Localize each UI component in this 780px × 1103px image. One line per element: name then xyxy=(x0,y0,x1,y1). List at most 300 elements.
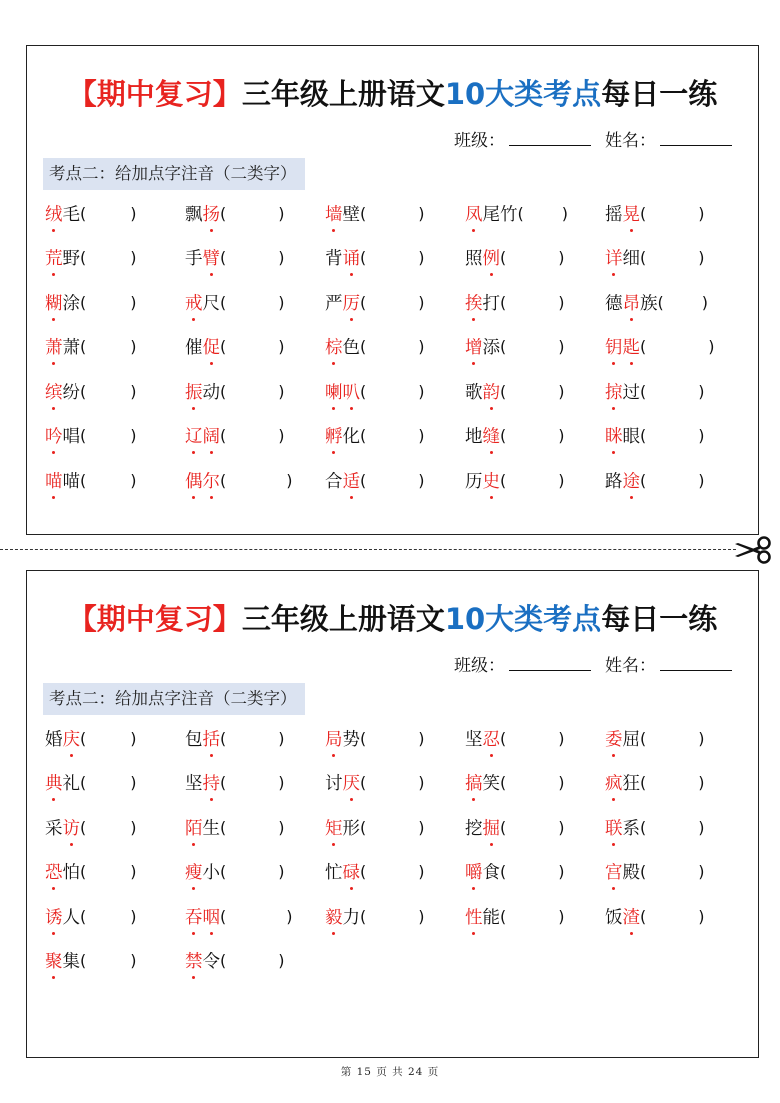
word-char: 飘 xyxy=(185,204,203,225)
word-item xyxy=(465,721,605,755)
word-char: 挖 xyxy=(465,818,483,839)
answer-paren-close: ) xyxy=(278,426,285,445)
dotted-char: 委 xyxy=(605,726,623,751)
answer-paren-open: ( xyxy=(640,773,647,792)
word-item xyxy=(325,810,465,844)
word-char: 坚 xyxy=(185,774,203,794)
word-item xyxy=(605,196,745,230)
answer-paren-open: ( xyxy=(80,470,87,490)
answer-paren-close: ) xyxy=(130,203,137,223)
answer-paren-open: ( xyxy=(80,862,87,881)
word-item xyxy=(185,721,325,755)
answer-paren-open: ( xyxy=(360,203,367,223)
answer-paren-close: ) xyxy=(130,728,137,748)
word-char: 唱 xyxy=(62,427,80,447)
word-char: 背 xyxy=(325,249,343,269)
dotted-char: 喇 xyxy=(325,379,343,404)
word-char: 怕 xyxy=(62,863,80,883)
answer-paren-open: ( xyxy=(80,292,87,312)
word-item xyxy=(605,855,745,889)
word-item xyxy=(45,463,185,497)
answer-paren-open: ( xyxy=(80,728,87,748)
answer-paren-close: ) xyxy=(418,862,425,881)
word-item xyxy=(45,810,185,844)
dotted-char: 宫 xyxy=(605,859,623,884)
answer-paren-close: ) xyxy=(278,337,285,356)
word-char: 笑 xyxy=(482,774,500,794)
word-item xyxy=(185,419,325,453)
title-daily: 每日一练 xyxy=(601,77,718,111)
answer-paren-open: ( xyxy=(360,862,367,881)
word-item xyxy=(605,810,745,844)
dotted-char: 糊 xyxy=(45,290,63,315)
word-item xyxy=(325,285,465,319)
answer-paren-close: ) xyxy=(558,817,565,837)
answer-paren-open: ( xyxy=(220,292,227,312)
dotted-char: 适 xyxy=(343,468,361,493)
word-char: 人 xyxy=(62,907,80,928)
answer-paren-close: ) xyxy=(698,381,705,401)
exercise-grid xyxy=(45,196,745,508)
word-char: 打 xyxy=(482,293,500,314)
word-item xyxy=(465,285,605,319)
answer-paren-close: ) xyxy=(418,292,425,312)
answer-paren-open: ( xyxy=(360,381,367,401)
dotted-char: 棕 xyxy=(325,334,343,359)
word-char: 忙 xyxy=(325,863,343,883)
word-char: 野 xyxy=(62,249,80,269)
dotted-char: 昂 xyxy=(623,290,641,315)
word-char: 过 xyxy=(622,382,640,403)
answer-paren-close: ) xyxy=(130,951,137,970)
answer-paren-close: ) xyxy=(558,337,565,356)
word-item xyxy=(605,899,745,933)
answer-paren-close: ) xyxy=(278,951,285,970)
word-item xyxy=(605,463,745,497)
dotted-char: 忍 xyxy=(483,726,501,751)
dotted-char: 详 xyxy=(605,245,623,270)
word-item xyxy=(325,330,465,364)
word-item xyxy=(605,241,745,275)
word-item xyxy=(45,330,185,364)
answer-paren-open: ( xyxy=(360,337,367,356)
word-char: 集 xyxy=(62,952,80,972)
word-char: 历 xyxy=(465,471,483,492)
dotted-char: 诱 xyxy=(45,904,63,929)
class-field[interactable] xyxy=(509,127,591,146)
word-char: 细 xyxy=(622,249,640,269)
answer-paren-open: ( xyxy=(640,470,647,490)
worksheet-title xyxy=(27,597,758,638)
answer-paren-open: ( xyxy=(80,817,87,837)
answer-paren-close: ) xyxy=(698,728,705,748)
answer-paren-close: ) xyxy=(130,248,137,267)
word-char: 照 xyxy=(465,249,483,269)
word-char: 路 xyxy=(605,471,623,492)
answer-paren-close: ) xyxy=(278,381,285,401)
answer-paren-close: ) xyxy=(558,470,565,490)
answer-paren-open: ( xyxy=(640,248,647,267)
answer-paren-close: ) xyxy=(278,817,285,837)
word-item xyxy=(465,419,605,453)
dotted-char: 阔 xyxy=(203,423,221,448)
answer-paren-open: ( xyxy=(80,337,87,356)
word-item xyxy=(45,374,185,408)
answer-paren-close: ) xyxy=(278,292,285,312)
answer-paren-close: ) xyxy=(701,292,708,312)
answer-paren-open: ( xyxy=(80,773,87,792)
word-char: 狂 xyxy=(622,774,640,794)
answer-paren-open: ( xyxy=(500,381,507,401)
title-tag: 【期中复习】 xyxy=(67,602,242,636)
dotted-char: 墙 xyxy=(325,201,343,226)
answer-paren-close: ) xyxy=(418,728,425,748)
answer-paren-close: ) xyxy=(418,470,425,490)
word-item xyxy=(45,196,185,230)
dotted-char: 持 xyxy=(203,770,221,795)
dotted-char: 钥 xyxy=(605,334,623,359)
word-char: 形 xyxy=(342,818,360,839)
answer-paren-open: ( xyxy=(500,337,507,356)
word-char: 合 xyxy=(325,471,343,492)
answer-paren-open: ( xyxy=(500,292,507,312)
answer-paren-open: ( xyxy=(360,470,367,490)
answer-paren-open: ( xyxy=(500,426,507,445)
answer-paren-close: ) xyxy=(418,381,425,401)
word-item xyxy=(45,419,185,453)
answer-paren-open: ( xyxy=(80,248,87,267)
answer-paren-open: ( xyxy=(80,381,87,401)
answer-paren-close: ) xyxy=(418,248,425,267)
dotted-char: 眯 xyxy=(605,423,623,448)
word-char: 讨 xyxy=(325,774,343,794)
answer-paren-open: ( xyxy=(500,728,507,748)
dotted-char: 晃 xyxy=(623,201,641,226)
word-item xyxy=(45,766,185,800)
answer-paren-close: ) xyxy=(561,203,568,223)
answer-paren-open: ( xyxy=(80,426,87,445)
dotted-char: 叭 xyxy=(343,379,361,404)
dotted-char: 庆 xyxy=(63,726,81,751)
answer-paren-open: ( xyxy=(500,862,507,881)
word-item xyxy=(325,196,465,230)
answer-paren-open: ( xyxy=(360,773,367,792)
answer-paren-open: ( xyxy=(640,381,647,401)
word-item xyxy=(465,899,605,933)
word-item xyxy=(185,241,325,275)
dotted-char: 搞 xyxy=(465,770,483,795)
answer-paren-close: ) xyxy=(278,773,285,792)
word-item xyxy=(325,374,465,408)
word-char: 礼 xyxy=(62,774,80,794)
word-char: 地 xyxy=(465,427,483,447)
word-item xyxy=(185,463,325,497)
answer-paren-open: ( xyxy=(517,203,524,223)
answer-paren-open: ( xyxy=(360,817,367,837)
dotted-char: 途 xyxy=(623,468,641,493)
word-char: 系 xyxy=(622,818,640,839)
dotted-char: 缤 xyxy=(45,379,63,404)
answer-paren-open: ( xyxy=(220,337,227,356)
word-item xyxy=(465,241,605,275)
answer-paren-open: ( xyxy=(360,728,367,748)
answer-paren-close: ) xyxy=(130,906,137,926)
answer-paren-open: ( xyxy=(220,426,227,445)
answer-paren-open: ( xyxy=(360,426,367,445)
word-char: 力 xyxy=(342,907,360,928)
answer-paren-open: ( xyxy=(500,906,507,926)
dotted-char: 联 xyxy=(605,815,623,840)
answer-paren-close: ) xyxy=(418,906,425,926)
word-char: 严 xyxy=(325,293,343,314)
answer-paren-close: ) xyxy=(278,728,285,748)
answer-paren-close: ) xyxy=(286,906,293,926)
answer-paren-open: ( xyxy=(360,292,367,312)
dotted-char: 陌 xyxy=(185,815,203,840)
word-char: 萧 xyxy=(62,338,80,358)
dotted-char: 性 xyxy=(465,904,483,929)
class-field[interactable] xyxy=(509,652,591,671)
answer-paren-open: ( xyxy=(640,862,647,881)
word-char: 化 xyxy=(342,427,360,447)
word-item xyxy=(325,721,465,755)
answer-paren-close: ) xyxy=(558,862,565,881)
answer-paren-open: ( xyxy=(220,951,227,970)
answer-paren-open: ( xyxy=(640,906,647,926)
answer-paren-close: ) xyxy=(278,248,285,267)
word-item xyxy=(45,899,185,933)
answer-paren-close: ) xyxy=(698,773,705,792)
word-char: 尾 xyxy=(482,204,500,225)
answer-paren-open: ( xyxy=(220,862,227,881)
word-char: 毛 xyxy=(62,204,80,225)
answer-paren-open: ( xyxy=(80,906,87,926)
word-char: 添 xyxy=(482,338,500,358)
word-item xyxy=(185,766,325,800)
dotted-char: 诵 xyxy=(343,245,361,270)
dotted-char: 缝 xyxy=(483,423,501,448)
answer-paren-close: ) xyxy=(698,248,705,267)
word-char: 纷 xyxy=(62,382,80,403)
word-item xyxy=(605,285,745,319)
answer-paren-close: ) xyxy=(130,337,137,356)
dotted-char: 例 xyxy=(483,245,501,270)
answer-paren-close: ) xyxy=(558,248,565,267)
student-info xyxy=(454,651,732,676)
answer-paren-open: ( xyxy=(360,906,367,926)
section-heading: 考点二：给加点字注音（二类字） xyxy=(43,683,305,715)
name-field[interactable] xyxy=(660,127,732,146)
answer-paren-close: ) xyxy=(698,817,705,837)
word-char: 歌 xyxy=(465,382,483,403)
word-item xyxy=(325,766,465,800)
answer-paren-close: ) xyxy=(130,817,137,837)
dotted-char: 厉 xyxy=(343,290,361,315)
answer-paren-open: ( xyxy=(640,203,647,223)
word-item xyxy=(465,463,605,497)
dotted-char: 括 xyxy=(203,726,221,751)
word-item xyxy=(185,196,325,230)
word-char: 小 xyxy=(202,863,220,883)
answer-paren-close: ) xyxy=(418,817,425,837)
worksheet-panel-1 xyxy=(26,45,759,535)
title-tag: 【期中复习】 xyxy=(67,77,242,111)
name-label: 姓名： xyxy=(605,656,656,676)
word-char: 生 xyxy=(202,818,220,839)
answer-paren-open: ( xyxy=(640,817,647,837)
dotted-char: 禁 xyxy=(185,948,203,973)
dotted-char: 喵 xyxy=(45,468,63,493)
word-item xyxy=(325,899,465,933)
dotted-char: 振 xyxy=(185,379,203,404)
class-label: 班级： xyxy=(454,131,505,151)
word-item xyxy=(605,419,745,453)
word-char: 动 xyxy=(202,382,220,403)
answer-paren-close: ) xyxy=(418,337,425,356)
dotted-char: 偶 xyxy=(185,468,203,493)
answer-paren-close: ) xyxy=(698,862,705,881)
dotted-char: 史 xyxy=(483,468,501,493)
dotted-char: 局 xyxy=(325,726,343,751)
answer-paren-close: ) xyxy=(558,381,565,401)
scissors-icon xyxy=(733,536,773,564)
worksheet-panel-2 xyxy=(26,570,759,1058)
word-char: 尺 xyxy=(202,293,220,314)
dotted-char: 匙 xyxy=(623,334,641,359)
word-item xyxy=(325,855,465,889)
answer-paren-close: ) xyxy=(558,906,565,926)
answer-paren-close: ) xyxy=(558,426,565,445)
answer-paren-open: ( xyxy=(220,470,227,490)
word-char: 屈 xyxy=(622,729,640,750)
answer-paren-close: ) xyxy=(418,203,425,223)
word-item xyxy=(465,374,605,408)
word-item xyxy=(45,944,185,978)
word-char: 采 xyxy=(45,818,63,839)
answer-paren-open: ( xyxy=(360,248,367,267)
word-item xyxy=(605,330,745,364)
dotted-char: 矩 xyxy=(325,815,343,840)
dotted-char: 荒 xyxy=(45,245,63,270)
word-item xyxy=(465,196,605,230)
word-item xyxy=(185,855,325,889)
answer-paren-open: ( xyxy=(220,248,227,267)
title-category: 10大类考点 xyxy=(444,602,602,636)
dotted-char: 访 xyxy=(63,815,81,840)
word-item xyxy=(185,285,325,319)
word-item xyxy=(185,374,325,408)
answer-paren-close: ) xyxy=(698,203,705,223)
word-char: 喵 xyxy=(62,471,80,492)
dotted-char: 扬 xyxy=(203,201,221,226)
answer-paren-close: ) xyxy=(130,862,137,881)
dotted-char: 尔 xyxy=(203,468,221,493)
word-char: 涂 xyxy=(62,293,80,314)
worksheet-title xyxy=(27,72,758,113)
answer-paren-open: ( xyxy=(220,203,227,223)
word-char: 手 xyxy=(185,249,203,269)
dotted-char: 典 xyxy=(45,770,63,795)
dotted-char: 掘 xyxy=(483,815,501,840)
dotted-char: 渣 xyxy=(623,904,641,929)
answer-paren-open: ( xyxy=(640,426,647,445)
title-grade: 三年级上册语文 xyxy=(241,77,445,111)
name-field[interactable] xyxy=(660,652,732,671)
word-item xyxy=(605,374,745,408)
answer-paren-close: ) xyxy=(130,426,137,445)
word-char: 坚 xyxy=(465,729,483,750)
title-category: 10大类考点 xyxy=(444,77,602,111)
dotted-char: 掠 xyxy=(605,379,623,404)
word-item xyxy=(325,419,465,453)
word-char: 殿 xyxy=(622,863,640,883)
answer-paren-open: ( xyxy=(80,203,87,223)
answer-paren-open: ( xyxy=(80,951,87,970)
word-char: 竹 xyxy=(500,204,518,225)
class-label: 班级： xyxy=(454,656,505,676)
word-item xyxy=(185,944,325,978)
word-item xyxy=(45,241,185,275)
word-item xyxy=(465,810,605,844)
word-char: 眼 xyxy=(622,427,640,447)
answer-paren-open: ( xyxy=(220,728,227,748)
answer-paren-close: ) xyxy=(558,728,565,748)
dotted-char: 碌 xyxy=(343,859,361,884)
word-char: 摇 xyxy=(605,204,623,225)
word-item xyxy=(465,766,605,800)
dotted-char: 疯 xyxy=(605,770,623,795)
word-char: 催 xyxy=(185,338,203,358)
word-char: 婚 xyxy=(45,729,63,750)
answer-paren-close: ) xyxy=(558,773,565,792)
word-char: 色 xyxy=(342,338,360,358)
word-item xyxy=(465,855,605,889)
dotted-char: 戒 xyxy=(185,290,203,315)
answer-paren-close: ) xyxy=(130,470,137,490)
answer-paren-open: ( xyxy=(657,292,664,312)
word-item xyxy=(605,721,745,755)
answer-paren-close: ) xyxy=(278,203,285,223)
answer-paren-close: ) xyxy=(130,381,137,401)
answer-paren-open: ( xyxy=(640,728,647,748)
dotted-char: 萧 xyxy=(45,334,63,359)
exercise-grid xyxy=(45,721,745,988)
dotted-char: 咽 xyxy=(203,904,221,929)
answer-paren-open: ( xyxy=(640,337,647,356)
title-grade: 三年级上册语文 xyxy=(241,602,445,636)
dotted-char: 辽 xyxy=(185,423,203,448)
student-info xyxy=(454,126,732,151)
word-char: 食 xyxy=(482,863,500,883)
dotted-char: 促 xyxy=(203,334,221,359)
answer-paren-close: ) xyxy=(130,773,137,792)
dotted-char: 挨 xyxy=(465,290,483,315)
answer-paren-open: ( xyxy=(500,470,507,490)
answer-paren-open: ( xyxy=(500,248,507,267)
word-item xyxy=(465,330,605,364)
dotted-char: 厌 xyxy=(343,770,361,795)
answer-paren-open: ( xyxy=(220,906,227,926)
word-char: 能 xyxy=(482,907,500,928)
word-item xyxy=(185,899,325,933)
word-char: 势 xyxy=(342,729,360,750)
dotted-char: 绒 xyxy=(45,201,63,226)
dotted-char: 吞 xyxy=(185,904,203,929)
word-item xyxy=(45,721,185,755)
word-item xyxy=(325,241,465,275)
answer-paren-close: ) xyxy=(698,906,705,926)
answer-paren-open: ( xyxy=(220,381,227,401)
